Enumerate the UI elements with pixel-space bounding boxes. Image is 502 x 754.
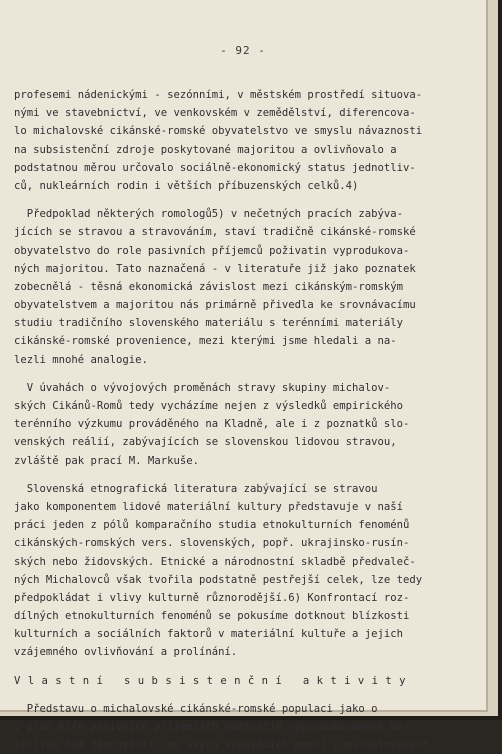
text-line: terénního výzkumu prováděného na Kladně, ale i z poznatků slo-: [14, 418, 410, 431]
text-line: nými ve stavebnictví, ve venkovském v zemědělství, diferencova-: [14, 107, 416, 120]
text-line: Představu o michalovské cikánské-romské populaci jako o: [14, 702, 378, 715]
paragraph-gap: [14, 195, 476, 205]
paragraph-gap: [14, 662, 476, 672]
paragraph-gap: [14, 369, 476, 379]
text-line: V l a s t n í s u b s i s t e n č n í a k t i v i t y: [14, 674, 407, 687]
text-line: lo michalovské cikánské-romské obyvatelstvo ve smyslu návaznosti: [14, 125, 423, 138]
text-line: jících se stravou a stravováním, staví tradičně cikánské-romské: [14, 226, 416, 239]
text-line: studiu tradičního slovenského materiálu s terénními materiály: [14, 317, 404, 330]
text-line: zobecnělá - těsná ekonomická závislost mezi cikánským-romským: [14, 280, 404, 293]
text-line: Slovenská etnografická literatura zabývající se stravou: [14, 482, 378, 495]
paragraph: [14, 379, 476, 470]
paragraph-gap: [14, 690, 476, 700]
text-line: venských reálií, zabývajících se slovenskou lidovou stravou,: [14, 436, 397, 449]
text-line: podstatnou měrou určovalo sociálně-ekonomický status jednotliv-: [14, 161, 416, 174]
text-line: V úvahách o vývojových proměnách stravy skupiny michalov-: [14, 381, 391, 394]
text-line: práci jeden z pólů komparačního studia etnokulturních fenoménů: [14, 519, 410, 532]
paragraph: [14, 86, 476, 195]
text-line: ských nebo židovských. Etnické a národnostní skladbě předvaleč-: [14, 555, 416, 568]
text-line: obyvatelstvo do role pasivních příjemců poživatin vyprodukova-: [14, 244, 410, 257]
text-line: ných majoritou. Tato naznačená - v literatuře již jako poznatek: [14, 262, 416, 275]
text-line: vzájemného ovlivňování a prolínání.: [14, 646, 238, 659]
text-line: joritou nám zpochybnili ve svých výpovědích mnozí z michalovských: [14, 739, 429, 752]
section-heading: [14, 672, 476, 690]
text-line: jako komponentem lidové materiální kultury představuje v naší: [14, 500, 404, 513]
text-line: na subsistenční zdroje poskytované majoritou a ovlivňovalo a: [14, 143, 397, 156]
body-text: [14, 86, 476, 754]
text-line: Předpoklad některých romologů5) v nečetných pracích zabýva-: [14, 208, 404, 221]
text-line: cikánské-romské provenience, mezi kterými jsme hledali a na-: [14, 335, 397, 348]
page-number: - 92 -: [220, 44, 266, 57]
text-line: profesemi nádenickými - sezónními, v městském prostředí situova-: [14, 89, 423, 101]
text-line: cikánských-romských vers. slovenských, popř. ukrajinsko-rusín-: [14, 537, 410, 550]
text-line: zvláště pak prací M. Markuše.: [14, 454, 199, 467]
text-line: ců, nukleárních rodin i větších příbuzenských celků.4): [14, 179, 359, 192]
paragraph: [14, 205, 476, 369]
text-line: dílných etnokulturních fenoménů se pokusíme dotknout blízkosti: [14, 610, 410, 623]
text-line: ných Michalovců však tvořila podstatně pestřejší celek, lze tedy: [14, 573, 423, 586]
text-line: lezli mnohé analogie.: [14, 353, 148, 366]
text-line: obyvatelstvem a majoritou nás primárně přivedla ke srovnávacímu: [14, 299, 416, 312]
paragraph-gap: [14, 470, 476, 480]
text-line: ských Cikánů-Romů tedy vycházíme nejen z výsledků empirického: [14, 400, 404, 412]
paragraph: [14, 700, 476, 754]
paragraph: [14, 480, 476, 662]
text-line: v plné míře pasivních příjemcích poživatin vyprodukovaných ma-: [14, 721, 410, 733]
text-line: kulturních a sociálních faktorů v materiální kultuře a jejich: [14, 628, 404, 641]
text-line: předpokládat i vlivy kulturně různorodější.6) Konfrontací roz-: [14, 591, 410, 604]
